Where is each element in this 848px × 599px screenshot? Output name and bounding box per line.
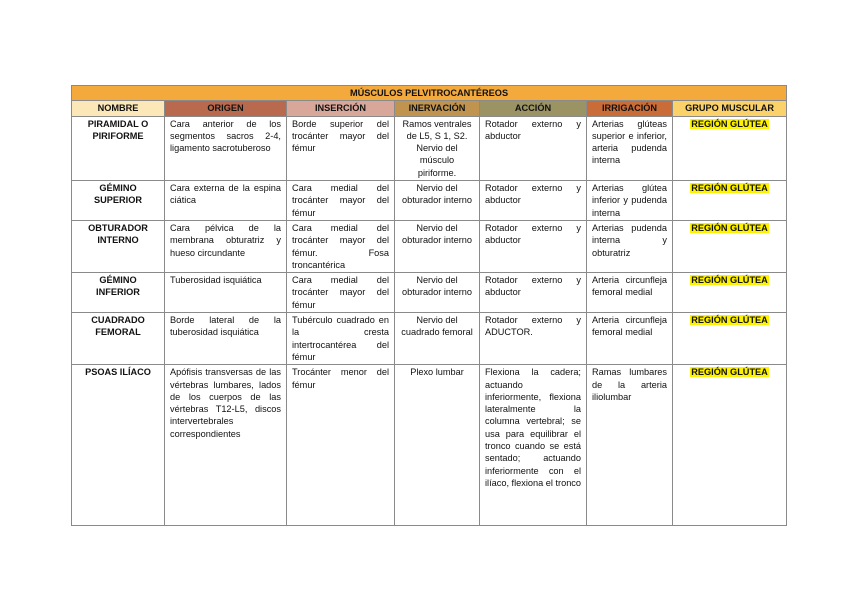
cell-grupo-muscular bbox=[673, 313, 787, 365]
cell-nombre: GÉMINO INFERIOR bbox=[72, 273, 165, 313]
cell-nombre: PIRAMIDAL O PIRIFORME bbox=[72, 116, 165, 180]
highlighted-group-label: REGIÓN GLÚTEA bbox=[691, 118, 768, 129]
cell-inervacion: Nervio del obturador interno bbox=[395, 220, 480, 272]
muscle-table bbox=[71, 85, 787, 526]
cell-accion: Rotador externo y abductor bbox=[480, 220, 587, 272]
cell-origen: Apófisis transversas de las vértebras lumbares, lados de los cuerpos de las vértebras T12-L5, discos intervertebrales correspondientes bbox=[165, 365, 287, 526]
cell-grupo-muscular bbox=[673, 116, 787, 180]
table-title: MÚSCULOS PELVITROCANTÉREOS bbox=[72, 86, 787, 101]
cell-inervacion: Nervio del obturador interno bbox=[395, 273, 480, 313]
cell-irrigacion: Arteria circunfleja femoral medial bbox=[587, 313, 673, 365]
header-nombre: NOMBRE bbox=[72, 101, 165, 116]
cell-irrigacion: Arterias pudenda interna y obturatriz bbox=[587, 220, 673, 272]
header-accion: ACCIÓN bbox=[480, 101, 587, 116]
cell-irrigacion: Arterias glúteas superior e inferior, arteria pudenda interna bbox=[587, 116, 673, 180]
cell-accion: Flexiona la cadera; actuando inferiormente, flexiona lateralmente la columna vertebral; se usa para equilibrar el tronco cuando se está sentado; actuando inferiormente con el ilíaco, flexiona el tronco bbox=[480, 365, 587, 526]
cell-inervacion: Nervio del obturador interno bbox=[395, 181, 480, 221]
cell-insercion: Cara medial del trocánter mayor del fémur bbox=[287, 181, 395, 221]
highlighted-group-label: REGIÓN GLÚTEA bbox=[691, 367, 768, 378]
cell-nombre: CUADRADO FEMORAL bbox=[72, 313, 165, 365]
cell-accion: Rotador externo y ADUCTOR. bbox=[480, 313, 587, 365]
cell-insercion: Borde superior del trocánter mayor del fémur bbox=[287, 116, 395, 180]
cell-insercion: Cara medial del trocánter mayor del fémur. Fosa troncantérica bbox=[287, 220, 395, 272]
header-inervacion: INERVACIÓN bbox=[395, 101, 480, 116]
table-row bbox=[72, 273, 787, 313]
cell-accion: Rotador externo y abductor bbox=[480, 273, 587, 313]
cell-irrigacion: Ramas lumbares de la arteria iliolumbar bbox=[587, 365, 673, 526]
highlighted-group-label: REGIÓN GLÚTEA bbox=[691, 275, 768, 286]
highlighted-group-label: REGIÓN GLÚTEA bbox=[691, 315, 768, 326]
cell-accion: Rotador externo y abductor bbox=[480, 181, 587, 221]
cell-inervacion: Ramos ventrales de L5, S 1, S2. Nervio del músculo piriforme. bbox=[395, 116, 480, 180]
cell-grupo-muscular bbox=[673, 273, 787, 313]
cell-insercion: Trocánter menor del fémur bbox=[287, 365, 395, 526]
cell-origen: Borde lateral de la tuberosidad isquiática bbox=[165, 313, 287, 365]
highlighted-group-label: REGIÓN GLÚTEA bbox=[691, 183, 768, 194]
cell-irrigacion: Arterias glútea inferior y pudenda interna bbox=[587, 181, 673, 221]
cell-origen: Cara externa de la espina ciática bbox=[165, 181, 287, 221]
cell-accion: Rotador externo y abductor bbox=[480, 116, 587, 180]
cell-nombre: PSOAS ILÍACO bbox=[72, 365, 165, 526]
highlighted-group-label: REGIÓN GLÚTEA bbox=[691, 222, 768, 233]
cell-origen: Tuberosidad isquiática bbox=[165, 273, 287, 313]
cell-nombre: OBTURADOR INTERNO bbox=[72, 220, 165, 272]
header-insercion: INSERCIÓN bbox=[287, 101, 395, 116]
table-row bbox=[72, 365, 787, 526]
cell-origen: Cara pélvica de la membrana obturatriz y hueso circundante bbox=[165, 220, 287, 272]
header-origen: ORIGEN bbox=[165, 101, 287, 116]
cell-inervacion: Plexo lumbar bbox=[395, 365, 480, 526]
table-row bbox=[72, 313, 787, 365]
table-row bbox=[72, 181, 787, 221]
cell-irrigacion: Arteria circunfleja femoral medial bbox=[587, 273, 673, 313]
cell-insercion: Cara medial del trocánter mayor del fémur bbox=[287, 273, 395, 313]
header-grupo-muscular: GRUPO MUSCULAR bbox=[673, 101, 787, 116]
cell-inervacion: Nervio del cuadrado femoral bbox=[395, 313, 480, 365]
table-row bbox=[72, 116, 787, 180]
cell-origen: Cara anterior de los segmentos sacros 2-4, ligamento sacrotuberoso bbox=[165, 116, 287, 180]
table-row bbox=[72, 220, 787, 272]
cell-grupo-muscular bbox=[673, 220, 787, 272]
cell-nombre: GÉMINO SUPERIOR bbox=[72, 181, 165, 221]
cell-grupo-muscular bbox=[673, 181, 787, 221]
header-irrigacion: IRRIGACIÓN bbox=[587, 101, 673, 116]
cell-insercion: Tubérculo cuadrado en la cresta intertrocantérea del fémur bbox=[287, 313, 395, 365]
cell-grupo-muscular bbox=[673, 365, 787, 526]
